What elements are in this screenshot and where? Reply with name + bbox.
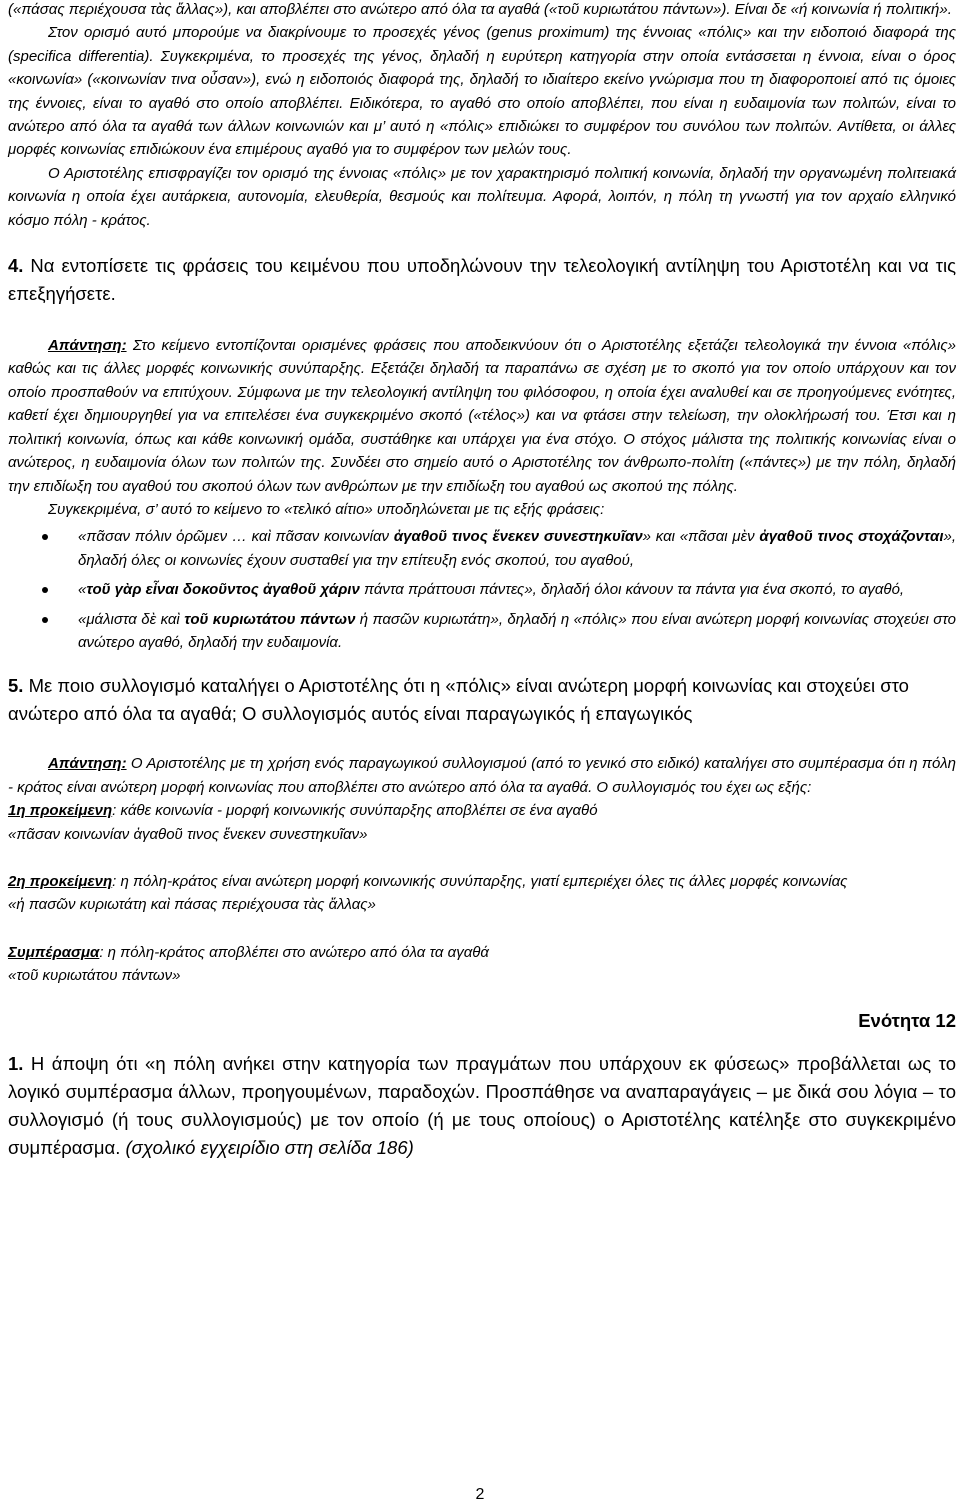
question-5-number: 5. bbox=[8, 675, 24, 697]
page-number: 2 bbox=[475, 1486, 485, 1503]
question-1-text: Η άποψη ότι «η πόλη ανήκει στην κατηγορία των πραγμάτων που υπάρχουν εκ φύσεως» προβάλλεται ως το λογικό συμπέρασμα άλλων, προηγουμένων, παραδοχών. Προσπάθησε να αναπαραγάγεις – με δικά σου λόγια – το συλλογισμό (ή τους συλλογισμούς) με τον οποίο (ή με τους οποίους) ο Αριστοτέλης κατέληξε στο συγκεκριμένο συμπέρασμα. bbox=[8, 1052, 956, 1158]
question-4 bbox=[8, 252, 956, 308]
question-5 bbox=[8, 672, 956, 728]
bullet-2-text-b: πάντα πράττουσι πάντες», δηλαδή όλοι κάνουν τα πάντα για ένα σκοπό, το αγαθό, bbox=[359, 581, 905, 599]
bullet-1-text-b: » και «πᾶσαι μὲν bbox=[642, 528, 760, 546]
section-title: Ενότητα 12 bbox=[858, 1009, 956, 1031]
question-4-number: 4. bbox=[8, 255, 24, 277]
list-item bbox=[8, 608, 956, 655]
bullet-3-text-a: «μάλιστα δὲ καὶ bbox=[78, 610, 185, 628]
conclusion-label: Συμπέρασμα bbox=[8, 943, 100, 961]
conclusion bbox=[8, 941, 956, 988]
definition-text-c: Ειδικότερα, το αγαθό στο οποίο αποβλέπει, που είναι η ευδαιμονία των πολιτών, είναι το ανώτερο από όλα τα αγαθά των άλλων κοινωνιών και μ’ αυτό η «πόλις» επιδιώκει το συμφέρον του συνόλου των πολιτών. bbox=[8, 94, 956, 136]
question-4-text: Να εντοπίσετε τις φράσεις του κειμένου που υποδηλώνουν την τελεολογική αντίληψη του Αριστοτέλη και να τις επεξηγήσετε. bbox=[8, 255, 956, 305]
polis-text: Ο Αριστοτέλης επισφραγίζει τον ορισμό της έννοιας «πόλις» με τον χαρακτηρισμό πολιτική κοινωνία, δηλαδή την οργανωμένη πολιτειακά κοινωνία η οποία έχει αυτάρκεια, αυτονομία, ελευθερία, θεσμούς και πολίτευμα. Αφορά, λοιπόν, η πόλη τη γνωστή για τον αρχαίο ελληνικό κόσμο πόλη - κράτος. bbox=[8, 164, 956, 229]
answer-4-paragraph bbox=[8, 334, 956, 498]
document-page bbox=[8, 0, 956, 1162]
bullet-3-text-b: ἡ πασῶν κυριωτάτη», δηλαδή η «πόλις» που είναι ανώτερη μορφή κοινωνίας στοχεύει στο ανώτερο αγαθό, δηλαδή την ευδαιμονία. bbox=[78, 610, 956, 651]
bullet-2-text-a: « bbox=[78, 581, 87, 599]
question-1-note: (σχολικό εγχειρίδιο στη σελίδα 186) bbox=[125, 1136, 414, 1158]
question-1 bbox=[8, 1050, 956, 1162]
premise-2 bbox=[8, 870, 956, 917]
answer-5-label: Απάντηση: bbox=[48, 755, 127, 773]
question-1-number: 1. bbox=[8, 1052, 24, 1074]
intro-line: («πάσας περιέχουσα τὰς ἄλλας»), και αποβλέπει στο ανώτερο από όλα τα αγαθά («τοῦ κυριωτάτου πάντων»). Είναι δε «ή κοινωνία ή πολιτική». bbox=[8, 1, 952, 18]
answer-4-text-b: Σύμφωνα με την τελεολογική αντίληψη του φιλόσοφου, η οποία έχει αναλυθεί και σε προηγούμενες ενότητες, καθετί έχει δημιουργηθεί για να επιτελέσει ένα συγκεκριμένο σκοπό («τέλος») και να φτάσει στην τελείωση, την ολοκλήρωσή του. bbox=[8, 383, 956, 425]
answer-4-text-a: Στο κείμενο εντοπίζονται ορισμένες φράσεις που αποδεικνύουν ότι ο Αριστοτέλης εξετάζει τελεολογικά την έννοια «πόλις» καθώς και τις άλλες μορφές κοινωνικής συνύπαρξης. Εξετάζει δηλαδή τα παραπάνω σε σχέση με το σκοπό για τον οποίο υπάρχουν και τον οποίο προσπαθούν να επιτύχουν. bbox=[8, 337, 956, 401]
premise-2-label: 2η προκείμενη bbox=[8, 872, 113, 890]
list-item bbox=[8, 578, 956, 601]
answer-4-text-d: Συνδέει στο σημείο αυτό ο Αριστοτέλης τον άνθρωπο-πολίτη («πάντες») με την πόλη, δηλαδή την επιδίωξη του αγαθού του σκοπού όλων των ανθρώπων με την επιδίωξη του αγαθού ως σκοπού της πόλης. bbox=[8, 454, 956, 495]
bullet-1-text-a: «πᾶσαν πόλιν ὁρῶμεν … καὶ πᾶσαν κοινωνίαν bbox=[78, 528, 394, 546]
bullet-1-bold-a: ἀγαθοῦ τινος ἕνεκεν συνεστηκυῖαν bbox=[393, 528, 643, 546]
bullet-2-bold: τοῦ γὰρ εἶναι δοκοῦντος ἀγαθοῦ χάριν bbox=[86, 581, 360, 599]
bullet-1-bold-b: ἀγαθοῦ τινος στοχάζονται bbox=[759, 528, 944, 546]
bullet-3-bold: τοῦ κυριωτάτου πάντων bbox=[184, 610, 356, 628]
definition-paragraph bbox=[8, 21, 956, 161]
phrases-intro-text: Συγκεκριμένα, σ’ αυτό το κείμενο το «τελικό αίτιο» υποδηλώνεται με τις εξής φράσεις: bbox=[48, 500, 605, 518]
list-item bbox=[8, 525, 956, 572]
conclusion-text: : η πόλη-κράτος αποβλέπει στο ανώτερο από όλα τα αγαθά bbox=[99, 943, 489, 961]
premise-2-text: : η πόλη-κράτος είναι ανώτερη μορφή κοινωνικής συνύπαρξης, γιατί εμπεριέχει όλες τις άλλες μορφές κοινωνίας bbox=[112, 872, 848, 890]
premise-2-quote: «ἡ πασῶν κυριωτάτη καὶ πάσας περιέχουσα τὰς ἄλλας» bbox=[8, 896, 376, 914]
premise-1 bbox=[8, 799, 956, 846]
answer-5-paragraph bbox=[8, 752, 956, 799]
premise-1-quote: «πᾶσαν κοινωνίαν ἀγαθοῦ τινος ἕνεκεν συνεστηκυῖαν» bbox=[8, 825, 368, 843]
definition-text-a: Στον ορισμό αυτό μπορούμε να διακρίνουμε το προσεχές γένος (genus proximum) της έννοιας «πόλις» και την ειδοποιό διαφορά της (specifica differentia). bbox=[8, 24, 956, 65]
premise-1-label: 1η προκείμενη bbox=[8, 802, 113, 820]
phrases-intro bbox=[8, 498, 956, 521]
conclusion-quote: «τοῦ κυριωτάτου πάντων» bbox=[8, 967, 181, 985]
definition-text-b: Συγκεκριμένα, το προσεχές της γένος, δηλαδή η ευρύτερη κατηγορία στην οποία εντάσσεται η έννοια, είναι ο όρος «κοινωνία» («κοινωνίαν τινα οὖσαν»), ενώ η ειδοποιός διαφορά της, δηλαδή το ιδιαίτερο εκείνο γνώρισμα που τη διαφοροποιεί από τις όμοιες της έννοιες, είναι το αγαθό στο οποίο αποβλέπει. bbox=[8, 47, 956, 112]
polis-paragraph bbox=[8, 162, 956, 232]
bullet-1-text-c: », δηλαδή όλες οι κοινωνίες έχουν συσταθεί για την επίτευξη ενός σκοπού, του αγαθού, bbox=[78, 528, 957, 569]
answer-4-label: Απάντηση: bbox=[48, 337, 127, 355]
answer-4-text-c: Έτσι και η πολιτική κοινωνία, όπως και κάθε κοινωνική ομάδα, συστάθηκε και υπάρχει για ένα στόχο. Ο στόχος μάλιστα της πολιτικής κοινωνίας είναι ο ανώτερος, η ευδαιμονία όλων των πολιτών της. bbox=[8, 407, 956, 472]
premise-1-text: : κάθε κοινωνία - μορφή κοινωνικής συνύπαρξης αποβλέπει σε ένα αγαθό bbox=[112, 802, 598, 820]
question-5-text: Με ποιο συλλογισμό καταλήγει ο Αριστοτέλης ότι η «πόλις» είναι ανώτερη μορφή κοινωνίας και στοχεύει στο ανώτερο από όλα τα αγαθά; Ο συλλογισμός αυτός είναι παραγωγικός ή επαγωγικός bbox=[8, 675, 909, 725]
intro-paragraph bbox=[8, 0, 956, 21]
phrases-list bbox=[8, 525, 956, 654]
definition-text-d: Αντίθετα, οι άλλες μορφές κοινωνίας επιδιώκουν ένα επιμέρους αγαθό για το συμφέρον των μελών τους. bbox=[8, 118, 956, 159]
answer-5-text: Ο Αριστοτέλης με τη χρήση ενός παραγωγικού συλλογισμού (από το γενικό στο ειδικό) καταλήγει στο συμπέρασμα ότι η πόλη - κράτος είναι ανώτερη μορφή κοινωνίας που αποβλέπει στο ανώτερο από όλα τα αγαθά. Ο συλλογισμός του έχει ως εξής: bbox=[8, 755, 956, 796]
